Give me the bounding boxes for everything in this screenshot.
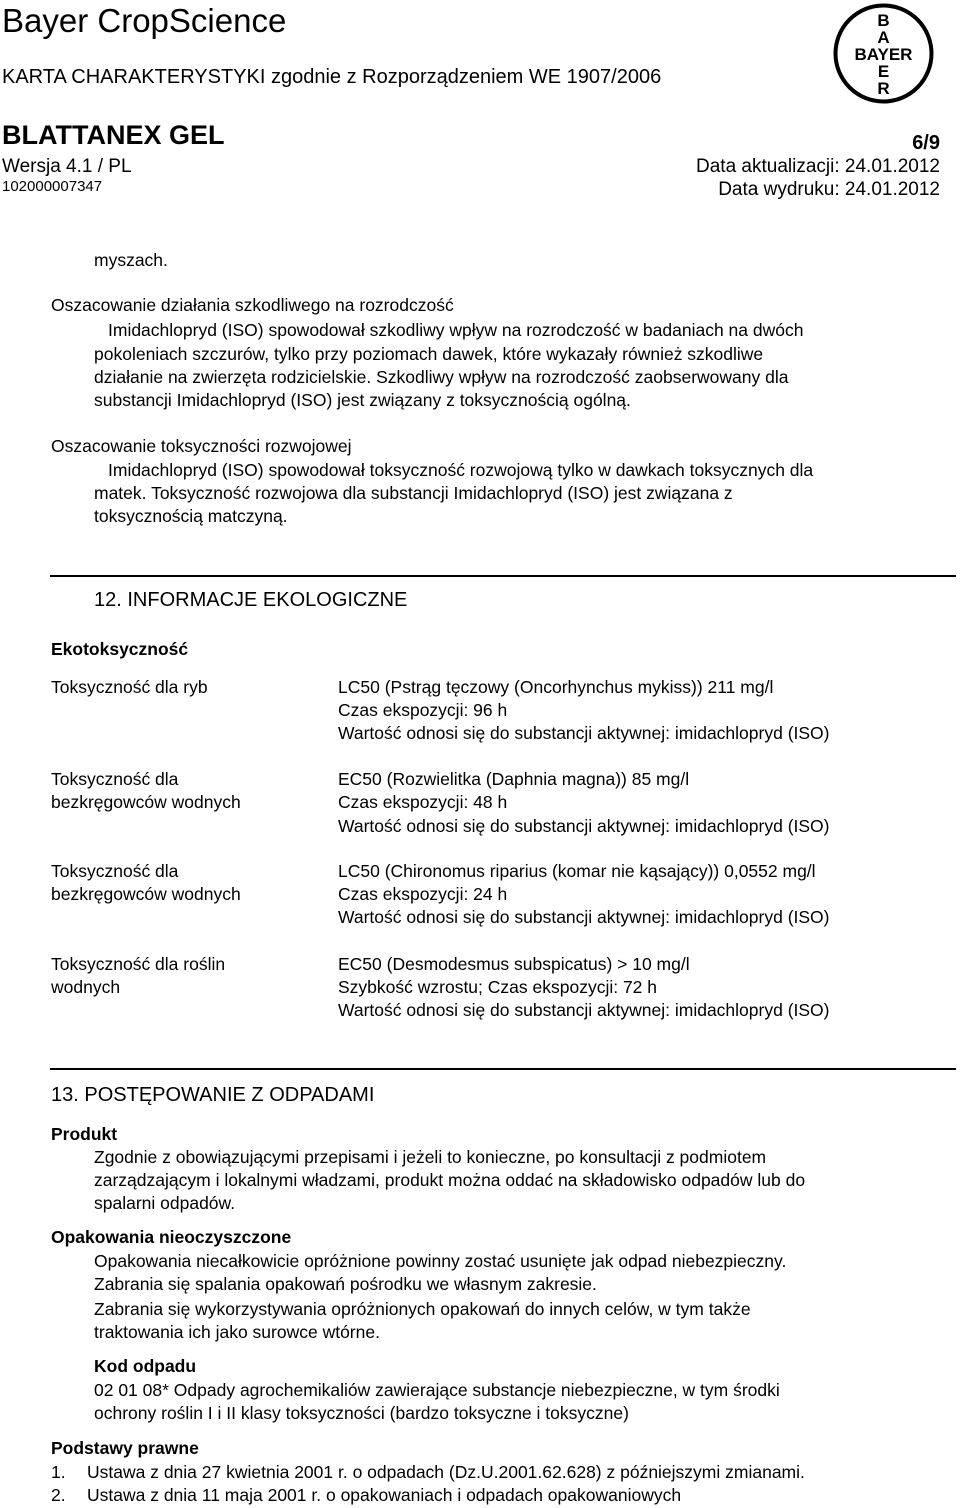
packaging-line: Opakowania niecałkowicie opróżnione powinny zostać usunięte jak odpad niebezpieczny. bbox=[94, 1251, 787, 1271]
eco-value: EC50 (Desmodesmus subspicatus) > 10 mg/l bbox=[338, 954, 690, 974]
eco-value: EC50 (Rozwielitka (Daphnia magna)) 85 mg/l bbox=[338, 769, 690, 789]
repro-line: pokoleniach szczurów, tylko przy poziomach dawek, które wykazały również szkodliwe bbox=[94, 344, 764, 364]
eco-label: wodnych bbox=[51, 977, 121, 997]
eco-label: bezkręgowców wodnych bbox=[51, 792, 241, 812]
waste-code-line: ochrony roślin I i II klasy toksyczności (bardzo toksyczne i toksyczne) bbox=[94, 1403, 629, 1423]
eco-value: Wartość odnosi się do substancji aktywnej: imidachlopryd (ISO) bbox=[338, 907, 830, 927]
repro-line: substancji Imidachlopryd (ISO) jest związany z toksycznością ogólną. bbox=[94, 390, 631, 410]
waste-code-line: 02 01 08* Odpady agrochemikaliów zawierające substancje niebezpieczne, w tym środki bbox=[94, 1380, 780, 1400]
eco-value: LC50 (Pstrąg tęczowy (Oncorhynchus mykiss)) 211 mg/l bbox=[338, 677, 774, 697]
logo-letter-r: R bbox=[877, 79, 890, 98]
section-12-title: 12. INFORMACJE EKOLOGICZNE bbox=[94, 589, 408, 611]
logo-letter-e: E bbox=[877, 62, 890, 81]
repro-line: Imidachlopryd (ISO) spowodował szkodliwy wpływ na rozrodczość w badaniach na dwóch bbox=[108, 320, 804, 340]
product-heading: Produkt bbox=[51, 1124, 118, 1144]
packaging-line: traktowania ich jako surowce wtórne. bbox=[94, 1322, 380, 1342]
bayer-cross-logo bbox=[832, 2, 935, 105]
logo-horizontal: BAYER bbox=[854, 45, 913, 64]
eco-label: Toksyczność dla bbox=[51, 769, 179, 789]
product-line: zarządzającym i lokalnymi władzami, produkt można oddać na składowisko odpadów lub do bbox=[94, 1170, 806, 1190]
logo-letter-a: A bbox=[877, 28, 890, 47]
product-line: spalarni odpadów. bbox=[94, 1193, 236, 1213]
eco-value: Wartość odnosi się do substancji aktywnej: imidachlopryd (ISO) bbox=[338, 1000, 830, 1020]
section-12-rule bbox=[50, 575, 956, 577]
dev-line: Imidachlopryd (ISO) spowodował toksyczność rozwojową tylko w dawkach toksycznych dla bbox=[108, 460, 814, 480]
dev-heading: Oszacowanie toksyczności rozwojowej bbox=[51, 436, 352, 456]
document-type: KARTA CHARAKTERYSTYKI zgodnie z Rozporządzeniem WE 1907/2006 bbox=[2, 66, 662, 88]
legal-item-number: 2. bbox=[51, 1485, 66, 1505]
legal-heading: Podstawy prawne bbox=[51, 1438, 199, 1458]
repro-line: działanie na zwierzęta rodzicielskie. Szkodliwy wpływ na rozrodczość zaobserwowany dla bbox=[94, 367, 789, 387]
product-line: Zgodnie z obowiązującymi przepisami i jeżeli to konieczne, po konsultacji z podmiotem bbox=[94, 1147, 767, 1167]
dev-line: matek. Toksyczność rozwojowa dla substancji Imidachlopryd (ISO) jest związana z bbox=[94, 483, 733, 503]
eco-value: Szybkość wzrostu; Czas ekspozycji: 72 h bbox=[338, 977, 658, 997]
eco-label: bezkręgowców wodnych bbox=[51, 884, 241, 904]
legal-item-text: Ustawa z dnia 27 kwietnia 2001 r. o odpadach (Dz.U.2001.62.628) z późniejszymi zmianami. bbox=[87, 1462, 805, 1482]
logo-letter-b: B bbox=[877, 11, 890, 30]
eco-label: Toksyczność dla ryb bbox=[51, 677, 208, 697]
section-13-rule bbox=[50, 1068, 956, 1070]
packaging-heading: Opakowania nieoczyszczone bbox=[51, 1227, 292, 1247]
waste-code-heading: Kod odpadu bbox=[94, 1356, 197, 1376]
eco-value: Wartość odnosi się do substancji aktywnej: imidachlopryd (ISO) bbox=[338, 723, 830, 743]
repro-heading: Oszacowanie działania szkodliwego na rozrodczość bbox=[51, 295, 454, 315]
legal-item-number: 1. bbox=[51, 1462, 66, 1482]
continuation-text: myszach. bbox=[94, 250, 168, 270]
version: Wersja 4.1 / PL bbox=[2, 156, 132, 177]
product-code: 102000007347 bbox=[2, 178, 103, 195]
update-date: Data aktualizacji: 24.01.2012 bbox=[696, 156, 940, 177]
packaging-line: Zabrania się wykorzystywania opróżnionych opakowań do innych celów, w tym także bbox=[94, 1299, 751, 1319]
product-name: BLATTANEX GEL bbox=[2, 120, 225, 150]
page-number: 6/9 bbox=[912, 132, 940, 154]
eco-label: Toksyczność dla bbox=[51, 861, 179, 881]
eco-value: Wartość odnosi się do substancji aktywnej: imidachlopryd (ISO) bbox=[338, 816, 830, 836]
legal-item-text: Ustawa z dnia 11 maja 2001 r. o opakowaniach i odpadach opakowaniowych bbox=[87, 1485, 682, 1505]
packaging-line: Zabrania się spalania opakowań pośrodku we własnym zakresie. bbox=[94, 1274, 597, 1294]
print-date: Data wydruku: 24.01.2012 bbox=[718, 179, 940, 200]
eco-label: Toksyczność dla roślin bbox=[51, 954, 226, 974]
dev-line: toksycznością matczyną. bbox=[94, 506, 288, 526]
ecotox-heading: Ekotoksyczność bbox=[51, 639, 189, 659]
eco-value: Czas ekspozycji: 24 h bbox=[338, 884, 508, 904]
eco-value: Czas ekspozycji: 96 h bbox=[338, 700, 508, 720]
company-name: Bayer CropScience bbox=[2, 2, 287, 39]
eco-value: Czas ekspozycji: 48 h bbox=[338, 792, 508, 812]
section-13-title: 13. POSTĘPOWANIE Z ODPADAMI bbox=[51, 1084, 375, 1106]
eco-value: LC50 (Chironomus riparius (komar nie kąsający)) 0,0552 mg/l bbox=[338, 861, 816, 881]
